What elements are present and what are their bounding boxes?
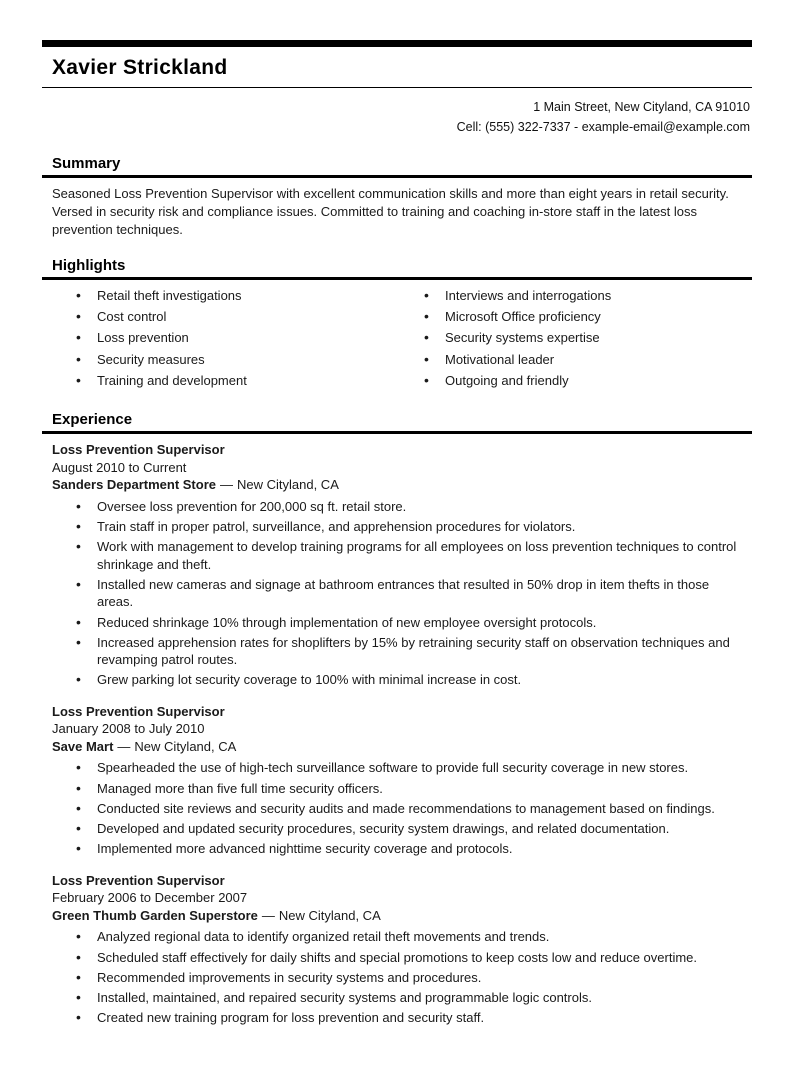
- contact-address: 1 Main Street, New Cityland, CA 91010: [533, 100, 750, 114]
- contact-block: [42, 88, 752, 147]
- job-bullet: • Reduced shrinkage 10% through implementation of new employee oversight protocols.: [52, 614, 748, 631]
- highlights-section: [42, 253, 752, 403]
- job-bullet: • Work with management to develop training programs for all employees on loss prevention techniques to control shrinkage and theft.: [52, 538, 748, 573]
- job-bullet: • Implemented more advanced nighttime security coverage and protocols.: [52, 840, 748, 857]
- highlight-item: • Loss prevention: [52, 329, 400, 346]
- contact-phone-email: Cell: (555) 322-7337 - example-email@example.com: [456, 120, 750, 134]
- job-company: Save Mart: [52, 738, 114, 754]
- job-bullet: • Train staff in proper patrol, surveillance, and apprehension procedures for violators.: [52, 518, 748, 535]
- job-bullet: • Scheduled staff effectively for daily shifts and special promotions to keep costs low and reduce overtime.: [52, 949, 748, 966]
- job-company: Sanders Department Store: [52, 477, 216, 493]
- highlight-item: • Interviews and interrogations: [400, 287, 748, 304]
- job-bullet: • Installed new cameras and signage at bathroom entrances that resulted in 50% drop in item thefts in those areas.: [52, 576, 748, 611]
- job-company-line: [52, 907, 748, 925]
- company-location-separator: —: [117, 738, 131, 754]
- job-bullet: • Grew parking lot security coverage to 100% with minimal increase in cost.: [52, 671, 748, 688]
- job-bullet: • Created new training program for loss prevention and security staff.: [52, 1009, 748, 1026]
- company-location-separator: —: [220, 477, 233, 493]
- job-bullet-list: [52, 498, 748, 689]
- highlights-heading: Highlights: [52, 256, 126, 274]
- candidate-name: Xavier Strickland: [52, 56, 228, 79]
- company-location-separator: —: [261, 907, 275, 923]
- experience-section: [42, 407, 752, 1051]
- job-company-line: [52, 738, 748, 756]
- job-dates: February 2006 to December 2007: [52, 890, 248, 906]
- highlight-item: • Outgoing and friendly: [400, 372, 748, 389]
- highlight-item: • Security systems expertise: [400, 329, 748, 346]
- job-location: New Cityland, CA: [134, 738, 237, 754]
- highlight-item: • Retail theft investigations: [52, 287, 400, 304]
- summary-heading: Summary: [52, 155, 121, 172]
- job-bullet-list: [52, 928, 748, 1026]
- job-dates: August 2010 to Current: [52, 459, 187, 475]
- job-bullet: • Increased apprehension rates for shoplifters by 15% by retraining security staff on observation techniques and revamping patrol routes.: [52, 634, 748, 669]
- job-bullet: • Managed more than five full time security officers.: [52, 780, 748, 797]
- highlight-item: • Motivational leader: [400, 351, 748, 368]
- job-bullet: • Spearheaded the use of high-tech surveillance software to provide full security coverage in new stores.: [52, 759, 748, 776]
- job-entry: [52, 872, 748, 1027]
- highlights-columns: [52, 287, 748, 393]
- summary-section: [42, 151, 752, 249]
- job-location: New Cityland, CA: [278, 907, 381, 923]
- job-bullet: • Recommended improvements in security systems and procedures.: [52, 969, 748, 986]
- job-entry: [52, 441, 748, 688]
- highlights-column-left: [52, 287, 400, 393]
- job-entry: [52, 703, 748, 858]
- job-title: Loss Prevention Supervisor: [52, 703, 225, 719]
- highlights-column-right: [400, 287, 748, 393]
- highlight-item: • Training and development: [52, 372, 400, 389]
- job-bullet-list: [52, 759, 748, 857]
- job-title: Loss Prevention Supervisor: [52, 442, 225, 458]
- experience-heading: Experience: [52, 411, 133, 429]
- job-dates: January 2008 to July 2010: [52, 721, 205, 737]
- highlight-item: • Cost control: [52, 308, 400, 325]
- job-bullet: • Installed, maintained, and repaired security systems and programmable logic controls.: [52, 989, 748, 1006]
- job-bullet: • Conducted site reviews and security audits and made recommendations to management based on findings.: [52, 800, 748, 817]
- job-company: Green Thumb Garden Superstore: [52, 907, 258, 923]
- job-bullet: • Developed and updated security procedures, security system drawings, and related documentation.: [52, 820, 748, 837]
- job-title: Loss Prevention Supervisor: [52, 872, 225, 888]
- highlight-item: • Security measures: [52, 351, 400, 368]
- job-bullet: • Analyzed regional data to identify organized retail theft movements and trends.: [52, 928, 748, 945]
- job-company-line: [52, 476, 748, 494]
- job-location: New Cityland, CA: [237, 477, 339, 493]
- highlight-item: • Microsoft Office proficiency: [400, 308, 748, 325]
- summary-text: Seasoned Loss Prevention Supervisor with excellent communication skills and more than eight years in retail security. Versed in security risk and compliance issues. Committed to training and coaching in-store staff in the latest loss prevention techniques.: [52, 186, 729, 237]
- job-bullet: • Oversee loss prevention for 200,000 sq ft. retail store.: [52, 498, 748, 515]
- header-top-bar: [42, 40, 752, 47]
